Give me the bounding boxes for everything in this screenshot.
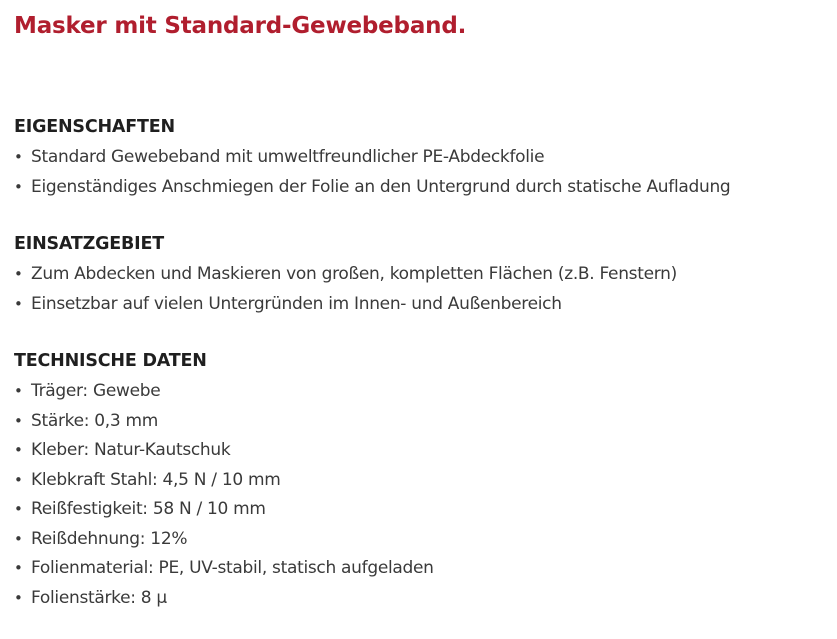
bullet-icon: • [14, 588, 23, 607]
section-einsatzgebiet [14, 233, 817, 319]
bullet-icon: • [14, 148, 23, 166]
page-title: Masker mit Standard-Gewebeband. [14, 13, 467, 39]
bullet-icon: • [14, 470, 23, 489]
bullet-icon: • [14, 177, 23, 196]
section-eigenschaften [14, 116, 817, 202]
list-item-text: Folienmaterial: PE, UV-stabil, statisch aufgeladen [31, 558, 434, 578]
bullet-icon: • [14, 411, 23, 430]
bullet-icon: • [14, 382, 23, 400]
list-item [14, 173, 817, 203]
list-item-text: Reißdehnung: 12% [31, 528, 188, 549]
bullet-list-eigenschaften [14, 143, 817, 202]
list-item [14, 143, 817, 173]
section-technische-daten [14, 350, 817, 613]
list-item-text: Reißfestigkeit: 58 N / 10 mm [31, 499, 266, 519]
bullet-icon: • [14, 294, 23, 313]
section-heading-technische-daten: TECHNISCHE DATEN [14, 351, 207, 371]
list-item-text: Träger: Gewebe [31, 381, 161, 401]
list-item-text: Klebkraft Stahl: 4,5 N / 10 mm [31, 469, 281, 490]
list-item-text: Eigenständiges Anschmiegen der Folie an den Untergrund durch statische Aufladung [31, 176, 731, 197]
list-item [14, 554, 817, 584]
bullet-icon: • [14, 265, 23, 283]
bullet-list-einsatzgebiet [14, 260, 817, 319]
bullet-icon: • [14, 500, 23, 518]
list-item [14, 584, 817, 614]
list-item [14, 436, 817, 466]
list-item [14, 290, 817, 320]
section-heading-einsatzgebiet: EINSATZGEBIET [14, 234, 164, 254]
list-item-text: Kleber: Natur-Kautschuk [31, 440, 231, 460]
list-item-text: Zum Abdecken und Maskieren von großen, kompletten Flächen (z.B. Fenstern) [31, 264, 677, 284]
list-item [14, 495, 817, 525]
list-item-text: Stärke: 0,3 mm [31, 410, 159, 431]
list-item-text: Standard Gewebeband mit umweltfreundlicher PE-Abdeckfolie [31, 147, 545, 167]
bullet-list-technische-daten [14, 377, 817, 613]
list-item [14, 407, 817, 437]
list-item-text: Folienstärke: 8 µ [31, 587, 167, 608]
list-item-text: Einsetzbar auf vielen Untergründen im Innen- und Außenbereich [31, 293, 562, 314]
section-heading-eigenschaften: EIGENSCHAFTEN [14, 117, 175, 137]
list-item [14, 377, 817, 407]
bullet-icon: • [14, 559, 23, 577]
bullet-icon: • [14, 529, 23, 548]
list-item [14, 466, 817, 496]
list-item [14, 525, 817, 555]
bullet-icon: • [14, 441, 23, 459]
list-item [14, 260, 817, 290]
